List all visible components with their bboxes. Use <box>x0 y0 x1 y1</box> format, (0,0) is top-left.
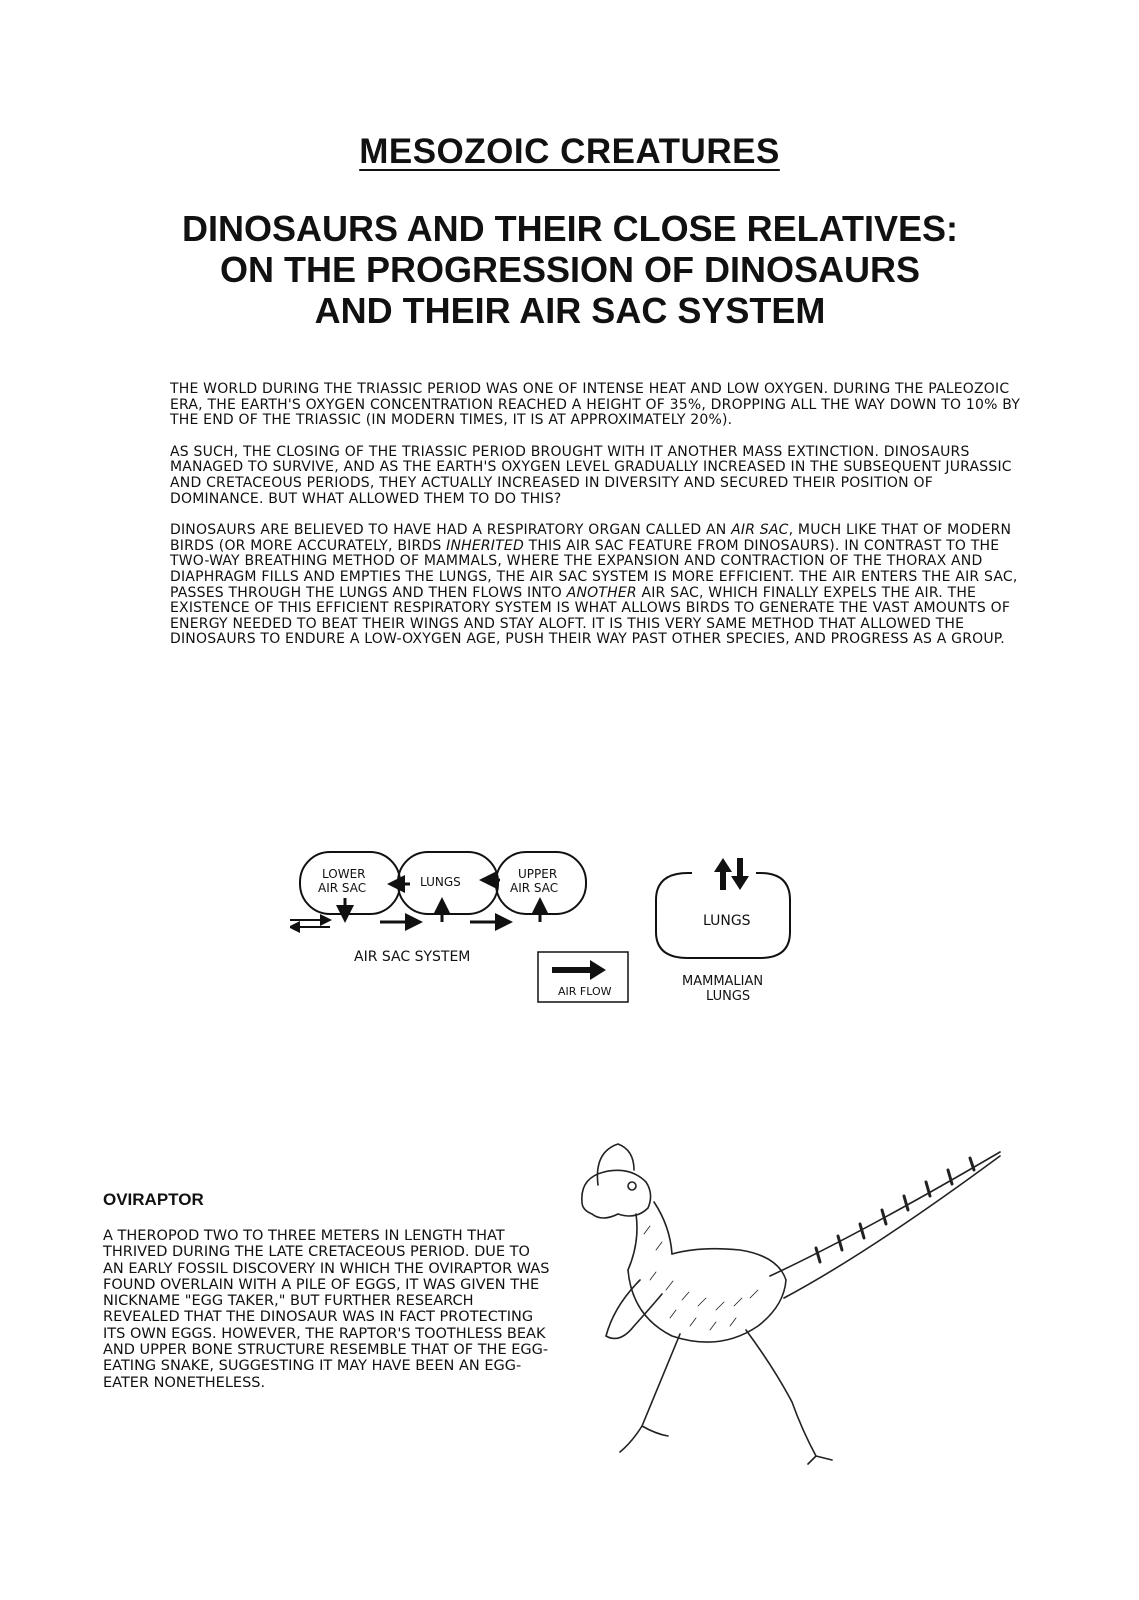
oviraptor-eye <box>628 1182 636 1190</box>
headline-line: ON THE PROGRESSION OF DINOSAURS <box>219 249 921 290</box>
oviraptor-crest <box>597 1144 634 1185</box>
mammal-caption: MAMMALIAN <box>682 974 764 989</box>
lungs-label: LUNGS <box>420 875 461 889</box>
upper-sac-label: UPPER <box>518 867 558 881</box>
emphasis-another: ANOTHER <box>566 584 637 601</box>
mammalian-lungs-diagram <box>656 858 790 1004</box>
headline-line: AND THEIR AIR SAC SYSTEM <box>314 290 826 331</box>
oviraptor-body <box>628 1249 786 1342</box>
oviraptor-feathers <box>644 1226 758 1330</box>
paragraph-air-sac-part: DINOSAURS ARE BELIEVED TO HAVE HAD A RESPIRATORY ORGAN CALLED AN <box>170 522 732 539</box>
section-title-text: MESOZOIC CREATURES <box>359 132 780 171</box>
oviraptor-tail-stripes <box>816 1158 974 1262</box>
oviraptor-hind-leg <box>746 1330 832 1464</box>
respiration-diagram <box>290 840 810 1020</box>
paragraph-extinction: AS SUCH, THE CLOSING OF THE TRIASSIC PERIOD BROUGHT WITH IT ANOTHER MASS EXTINCTION. DINOSAURS MANAGED TO SURVIVE, AND AS THE EARTH'S OXYGEN LEVEL GRADUALLY INCREASED IN THE SUBSEQUENT JURASSIC AND CRETACEOUS PERIODS, THEY ACTUALLY INCREASED IN DIVERSITY AND SECURED THEIR POSITION OF DOMINANCE. BUT WHAT ALLOWED THEM TO DO THIS? <box>170 443 1012 507</box>
mammal-caption: LUNGS <box>706 989 751 1004</box>
lower-sac-label: AIR SAC <box>318 881 367 895</box>
paragraph-air-sac <box>170 523 1030 648</box>
paragraph-air-sac-part: THIS AIR SAC FEATURE FROM DINOSAURS). IN CONTRAST TO THE TWO-WAY BREATHING METHOD OF MAMMALS, WHERE THE EXPANSION AND CONTRACTION OF THE THORAX AND DIAPHRAGM FILLS AND EMPTIES THE LUNGS, THE AIR SAC SYSTEM IS MORE EFFICIENT. THE AIR ENTERS THE AIR SAC, PASSES THROUGH THE LUNGS AND THEN FLOWS INTO <box>170 537 1018 601</box>
article-body <box>170 382 1030 664</box>
headline-line: DINOSAURS AND THEIR CLOSE RELATIVES: <box>181 208 959 249</box>
paragraph-air-sac-part: AIR SAC, WHICH FINALLY EXPELS THE AIR. THE EXISTENCE OF THIS EFFICIENT RESPIRATORY SYSTEM IS WHAT ALLOWS BIRDS TO GENERATE THE VAST AMOUNTS OF ENERGY NEEDED TO BEAT THEIR WINGS AND STAY ALOFT. IT IS THIS VERY SAME METHOD THAT ALLOWED THE DINOSAURS TO ENDURE A LOW-OXYGEN AGE, PUSH THEIR WAY PAST OTHER SPECIES, AND PROGRESS AS A GROUP. <box>170 584 1011 648</box>
inhale-arrow-icon <box>714 858 732 890</box>
emphasis-air-sac: AIR SAC <box>731 522 789 539</box>
legend-label: AIR FLOW <box>558 985 612 998</box>
air-flow-legend <box>538 952 628 1002</box>
oviraptor-description: A THEROPOD TWO TO THREE METERS IN LENGTH THAT THRIVED DURING THE LATE CRETACEOUS PERIOD. DUE TO AN EARLY FOSSIL DISCOVERY IN WHICH THE OVIRAPTOR WAS FOUND OVERLAIN WITH A PILE OF EGGS, IT WAS GIVEN THE NICKNAME "EGG TAKER," BUT FURTHER RESEARCH REVEALED THAT THE DINOSAUR WAS IN FACT PROTECTING ITS OWN EGGS. HOWEVER, THE RAPTOR'S TOOTHLESS BEAK AND UPPER BONE STRUCTURE RESEMBLE THAT OF THE EGG-EATING SNAKE, SUGGESTING IT MAY HAVE BEEN AN EGG-EATER NONETHELESS. <box>103 1228 550 1391</box>
article-headline <box>100 208 1040 331</box>
air-sac-system-caption: AIR SAC SYSTEM <box>354 949 471 965</box>
oviraptor-arm <box>606 1280 662 1338</box>
mammal-lungs-label: LUNGS <box>703 913 751 929</box>
paragraph-triassic: THE WORLD DURING THE TRIASSIC PERIOD WAS ONE OF INTENSE HEAT AND LOW OXYGEN. DURING THE PALEOZOIC ERA, THE EARTH'S OXYGEN CONCENTRATION REACHED A HEIGHT OF 35%, DROPPING ALL THE WAY DOWN TO 10% BY THE END OF THE TRIASSIC (IN MODERN TIMES, IT IS AT APPROXIMATELY 20%). <box>170 381 1021 429</box>
oviraptor-illustration <box>570 1130 1010 1470</box>
legend-arrow <box>552 960 606 980</box>
oviraptor-front-leg <box>620 1334 680 1452</box>
exhale-arrow-icon <box>731 858 749 890</box>
emphasis-inherited: INHERITED <box>446 537 524 554</box>
paragraph-air-sac-part: , MUCH LIKE THAT OF MODERN BIRDS (OR MORE ACCURATELY, BIRDS <box>170 522 1012 554</box>
oviraptor-head <box>582 1170 651 1218</box>
lower-sac-label: LOWER <box>322 867 366 881</box>
section-title <box>0 132 1139 172</box>
oviraptor-neck <box>628 1202 672 1270</box>
upper-sac-label: AIR SAC <box>510 881 559 895</box>
oviraptor-title: OVIRAPTOR <box>103 1190 204 1209</box>
